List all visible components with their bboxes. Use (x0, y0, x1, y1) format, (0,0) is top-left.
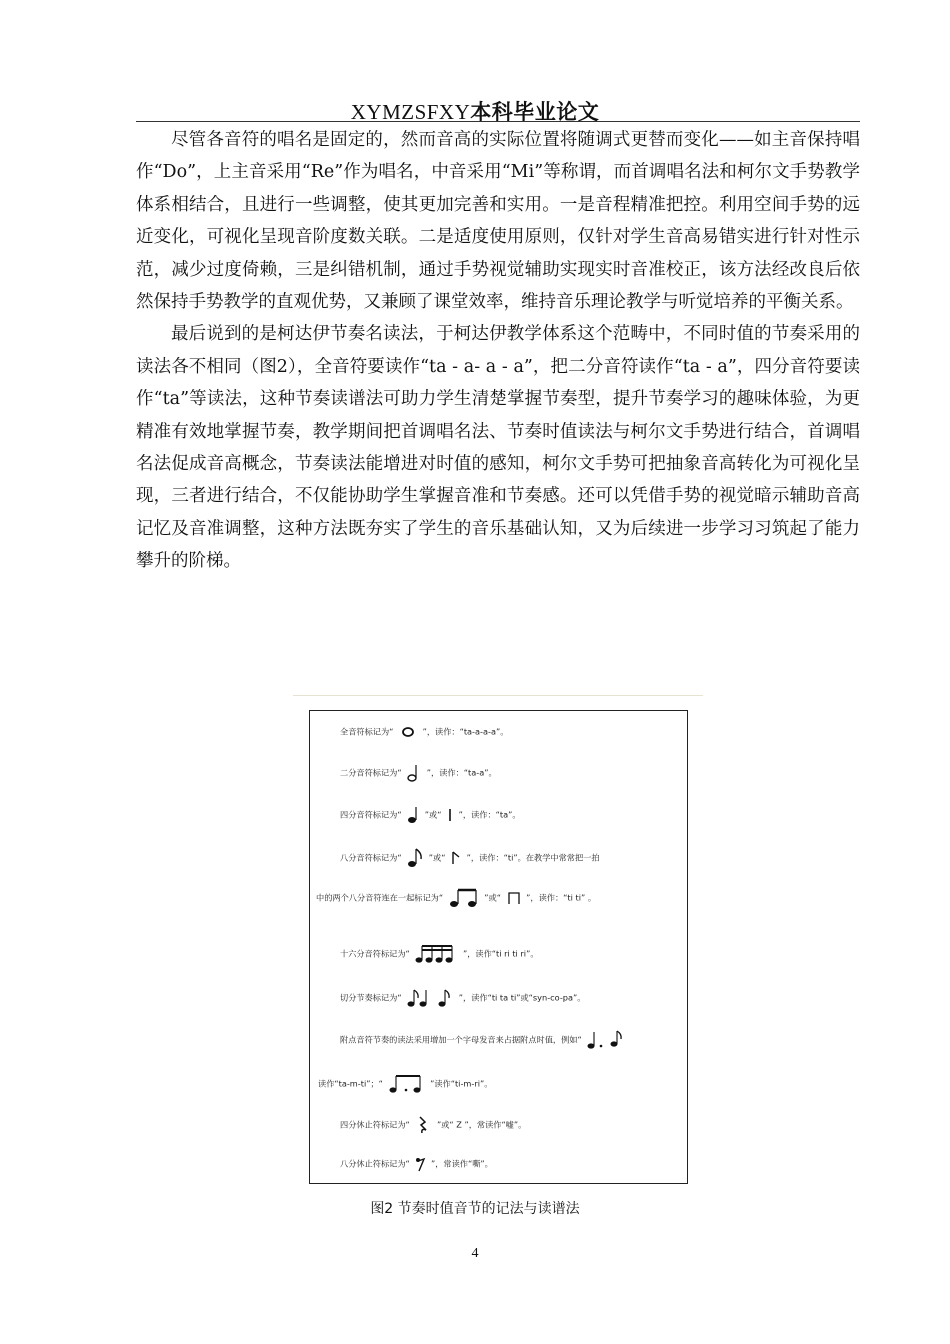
figure-text: 八分音符标记为“ (340, 852, 402, 863)
header-rule (136, 121, 860, 122)
figure-text: ”，常读作“嘶”。 (430, 1158, 493, 1169)
beamed-eighths-icon (448, 887, 480, 909)
body-text (136, 124, 860, 578)
quarter-note-icon (406, 805, 420, 825)
figure-text: 四分音符标记为“ (340, 809, 402, 820)
figure-line-eighth-note (340, 847, 600, 869)
figure-caption: 图2 节奏时值音节的记法与读谱法 (370, 1201, 580, 1217)
figure-text: 切分节奏标记为“ (340, 992, 402, 1003)
figure-text: 十六分音符标记为“ (340, 948, 410, 959)
figure-line-half-note (340, 763, 497, 783)
figure-text: 中的两个八分音符连在一起标记为“ (316, 892, 444, 903)
syncopation-icon (406, 987, 454, 1009)
figure-top-rule (293, 695, 703, 696)
figure-text: ”或“ Z ”，常读作“嘘”。 (436, 1119, 527, 1130)
figure-text: ”或“ (424, 809, 442, 820)
figure-line-sixteenth-notes (340, 943, 539, 965)
figure-text: ”，读作：“ti ti” 。 (526, 892, 597, 903)
quarter-rest-icon (414, 1115, 432, 1135)
eighth-note-icon (406, 847, 424, 869)
figure-line-eighth-rest (340, 1155, 493, 1173)
paragraph-2: 最后说到的是柯达伊节奏名读法，于柯达伊教学体系这个范畴中，不同时值的节奏采用的读法各不相同（图2），全音符要读作“ta - a- a - a”，把二分音符读作“ta - a”，四分音符要读作“ta”等读法，这种节奏读谱法可助力学生清楚掌握节奏型，提升节奏学习的趣味体验，为更精准有效地掌握节奏，教学期间把首调唱名法、节奏时值读法与柯尔文手势进行结合，首调唱名法促成音高概念，节奏读法能增进对时值的感知，柯尔文手势可把抽象音高转化为可视化呈现，三者进行结合，不仅能协助学生掌握音准和节奏感。还可以凭借手势的视觉暗示辅助音高记忆及音准调整，这种方法既夯实了学生的音乐基础认知，又为后续进一步学习习筑起了能力攀升的阶梯。 (136, 324, 860, 572)
figure-text: ”，读作“ti ri ti ri”。 (462, 948, 539, 959)
figure-line-syncopation (340, 987, 585, 1009)
figure-line-quarter-note (340, 805, 521, 825)
figure-text: 读作“ta-m-ti”；“ (318, 1078, 383, 1089)
quarter-stick-icon (446, 807, 454, 823)
figure-text: 附点音符节奏的读法采用增加一个字母发音来占据附点时值，例如“ (340, 1034, 582, 1045)
figure-line-quarter-rest (340, 1115, 526, 1135)
header-label: 本科毕业论文 (470, 100, 600, 124)
page-number: 4 (471, 1246, 479, 1261)
figure-text: ”，读作：“ta-a-a-a”。 (422, 726, 509, 737)
figure-text: 四分休止符标记为“ (340, 1119, 410, 1130)
figure-text: ”或“ (428, 852, 446, 863)
figure-text: ”，读作：“ta”。 (458, 809, 521, 820)
figure-text: ”或“ (484, 892, 501, 903)
figure-text: ”，读作：“ta-a”。 (426, 767, 497, 778)
figure-text: ”，读作“ti ta ti”或“syn-co-pa”。 (458, 992, 586, 1003)
paragraph-1: 尽管各音符的唱名是固定的，然而音高的实际位置将随调式更替而变化——如主音保持唱作“Do”，上主音采用“Re”作为唱名，中音采用“Mi”等称谓，而首调唱名法和柯尔文手势教学体系相结合，且进行一些调整，使其更加完善和实用。一是音程精准把控。利用空间手势的远近变化，可视化呈现音阶度数关联。二是适度使用原则，仅针对学生音高易错实进行针对性示范，减少过度倚赖，三是纠错机制，通过手势视觉辅助实现实时音准校正，该方法经改良后依然保持手势教学的直观优势，又兼顾了课堂效率，维持音乐理论教学与听觉培养的平衡关系。 (136, 130, 860, 313)
whole-note-icon (398, 725, 418, 739)
figure-text: 全音符标记为“ (340, 726, 394, 737)
dotted-beamed-icon (388, 1073, 426, 1095)
figure-line-beamed-eighths (316, 887, 596, 909)
beamed-stick-icon (506, 890, 522, 906)
figure-text: 八分休止符标记为“ (340, 1158, 410, 1169)
figure-line-dotted-reading (318, 1073, 492, 1095)
eighth-rest-icon (414, 1155, 426, 1173)
figure-text: ”读作“ti-m-ri”。 (430, 1078, 493, 1089)
eighth-stick-icon (450, 850, 462, 866)
figure-text: ”，读作：“ti”。在教学中常常把一拍 (466, 852, 600, 863)
half-note-icon (406, 763, 422, 783)
dotted-rhythm-icon (586, 1029, 626, 1051)
figure-rhythm-notation (309, 710, 688, 1184)
sixteenth-notes-icon (414, 943, 458, 965)
header-code: XYMZSFXY (350, 100, 471, 124)
figure-line-whole-note (340, 725, 508, 739)
figure-text: 二分音符标记为“ (340, 767, 402, 778)
figure-line-dotted-rhythm (340, 1029, 628, 1051)
